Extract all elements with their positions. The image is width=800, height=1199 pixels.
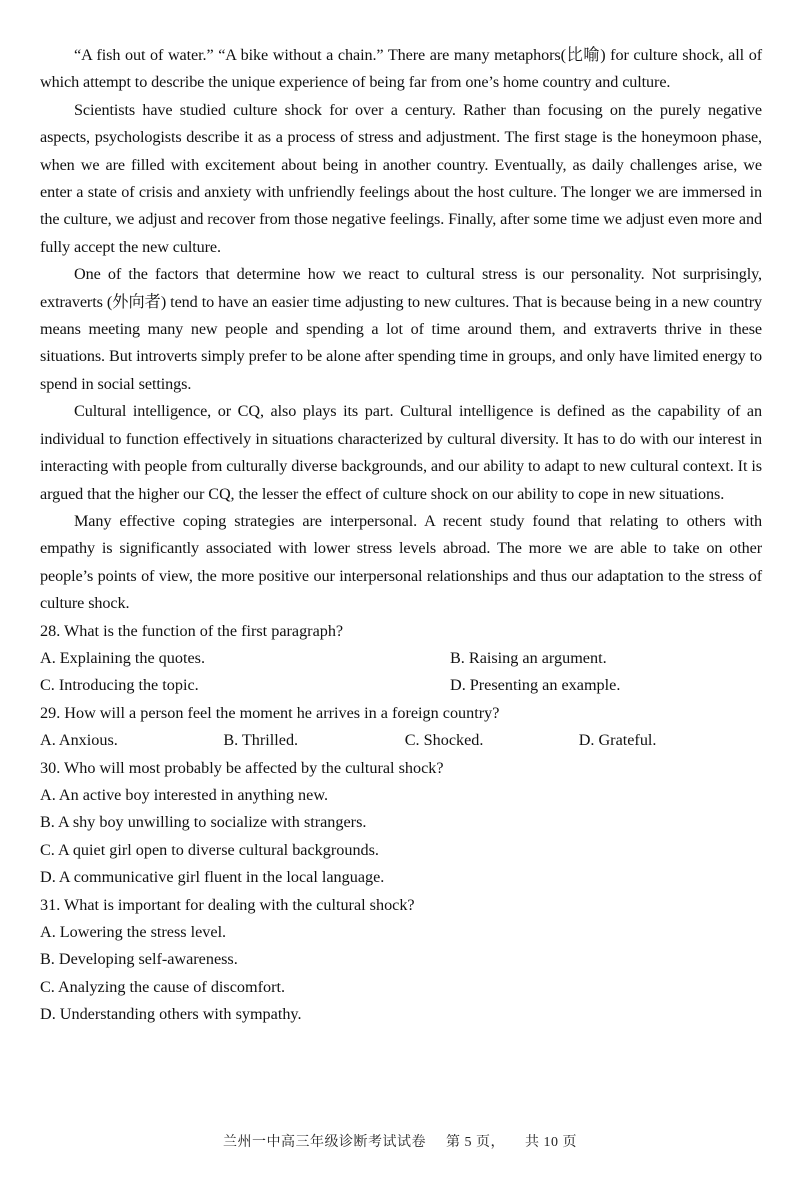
option-a: A. Anxious. — [40, 731, 118, 750]
option-d: D. Understanding others with sympathy. — [40, 1005, 302, 1024]
question-29 — [40, 700, 762, 755]
option-b: B. Raising an argument. — [450, 648, 607, 667]
options-row — [40, 727, 762, 754]
question-stem: 31. What is important for dealing with the cultural shock? — [40, 895, 415, 914]
passage-paragraph-5: Many effective coping strategies are interpersonal. A recent study found that relating to others with empathy is significantly associated with lower stress levels abroad. The more we are able to take on other people’s points of view, the more positive our interpersonal relationships and thus our adaptation to the stress of culture shock. — [40, 511, 762, 613]
option-d: D. Grateful. — [578, 731, 657, 750]
options-row — [40, 672, 762, 699]
option-a: A. Explaining the quotes. — [40, 648, 205, 667]
passage-paragraph-2: Scientists have studied culture shock for over a century. Rather than focusing on the purely negative aspects, psychologists describe it as a process of stress and adjustment. The first stage is the honeymoon phase, when we are filled with excitement about being in another country. Eventually, as daily challenges arise, we enter a state of crisis and anxiety with unfriendly feelings about the host culture. The longer we are immersed in the culture, we adjust and recover from those negative feelings. Finally, after some time we adjust even more and fully accept the new culture. — [40, 100, 762, 256]
options-row — [40, 645, 762, 672]
option-b: B. A shy boy unwilling to socialize with strangers. — [40, 813, 367, 832]
question-stem: 28. What is the function of the first paragraph? — [40, 621, 344, 640]
option-c: C. Shocked. — [404, 731, 484, 750]
option-c: C. Analyzing the cause of discomfort. — [40, 977, 286, 996]
passage-paragraph-1: “A fish out of water.” “A bike without a chain.” There are many metaphors(比喻) for culture shock, all of which attempt to describe the unique experience of being far from one’s home country and culture. — [40, 46, 762, 92]
option-b: B. Thrilled. — [223, 731, 299, 750]
passage-paragraph-4: Cultural intelligence, or CQ, also plays its part. Cultural intelligence is defined as the capability of an individual to function effectively in situations characterized by cultural diversity. It has to do with our interest in interacting with people from culturally diverse backgrounds, and our ability to adapt to new cultural context. It is argued that the higher our CQ, the lesser the effect of culture shock on our ability to cope in new situations. — [40, 402, 762, 503]
option-a: A. Lowering the stress level. — [40, 923, 227, 941]
question-31 — [40, 892, 762, 1029]
option-c: C. A quiet girl open to diverse cultural backgrounds. — [40, 840, 379, 859]
total-pages: 共 10 页 — [525, 1135, 577, 1150]
question-30 — [40, 755, 762, 892]
question-28 — [40, 618, 762, 700]
page-number: 第 5 页， — [446, 1135, 505, 1150]
page-footer — [0, 1131, 800, 1151]
passage-paragraph-3: One of the factors that determine how we react to cultural stress is our personality. Not surprisingly, extraverts (外向者) tend to have an easier time adjusting to new cultures. That is because being in a new country means meeting many new people and spending a lot of time around them, and extraverts thrive in these situations. But introverts simply prefer to be alone after spending time in groups, and only have limited energy to spend in social settings. — [40, 265, 762, 393]
option-b: B. Developing self-awareness. — [40, 950, 238, 969]
question-stem: 30. Who will most probably be affected by the cultural shock? — [40, 758, 444, 777]
option-d: D. Presenting an example. — [450, 676, 621, 695]
question-stem: 29. How will a person feel the moment he arrives in a foreign country? — [40, 703, 500, 722]
option-c: C. Introducing the topic. — [40, 676, 199, 695]
exam-page — [40, 42, 762, 1029]
option-a: A. An active boy interested in anything new. — [40, 785, 329, 804]
option-d: D. A communicative girl fluent in the local language. — [40, 868, 385, 887]
exam-title: 兰州一中高三年级诊断考试试卷 — [223, 1135, 426, 1150]
